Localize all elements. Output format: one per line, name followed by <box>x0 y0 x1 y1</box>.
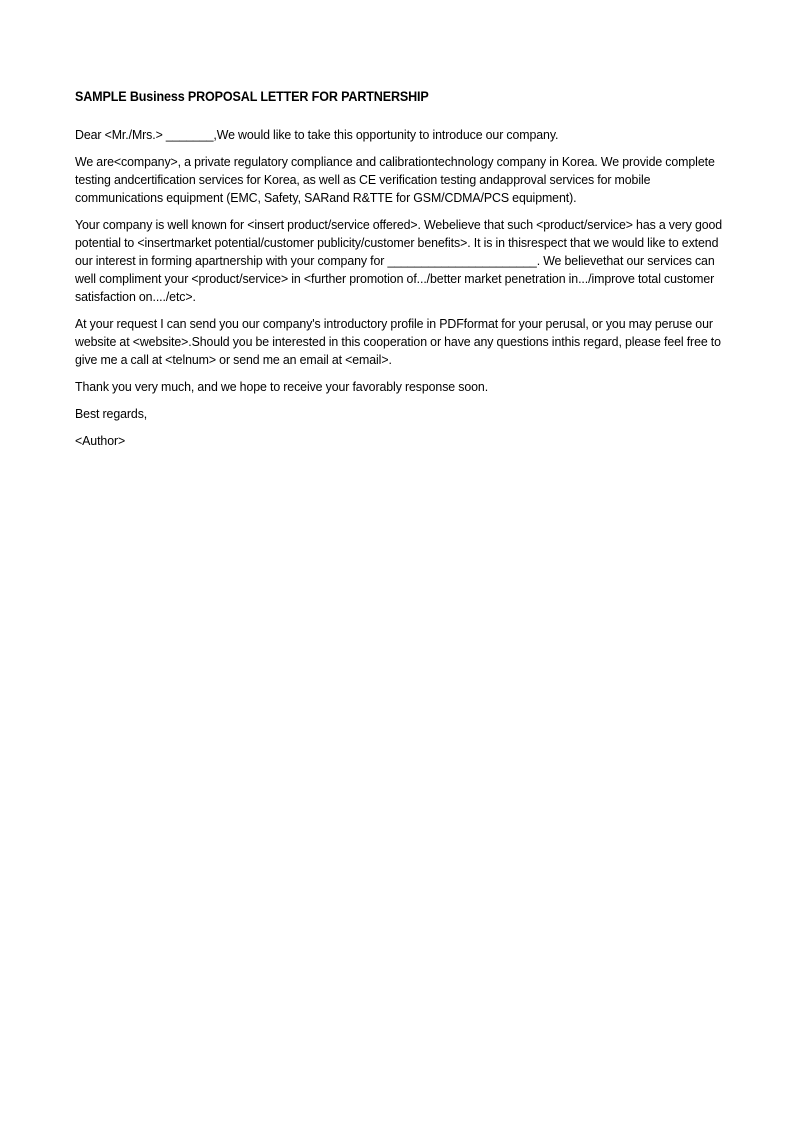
paragraph-salutation: Dear <Mr./Mrs.> _______,We would like to take this opportunity to introduce our company. <box>75 127 559 142</box>
paragraph-partnership-offer: Your company is well known for <insert product/service offered>. Webelieve that such <product/service> has a very good potential to <insertmarket potential/customer publicity/customer benefits>. It is in thisrespect that we would like to extend our interest in forming apartnership with your company for ______________________. We believethat our services can well compliment your <product/service> in <further promotion of.../better market penetration in.../improve total customer satisfaction on..../etc>. <box>75 217 723 304</box>
paragraph-thanks: Thank you very much, and we hope to receive your favorably response soon. <box>75 379 489 394</box>
document-body <box>75 88 723 450</box>
page-title: SAMPLE Business PROPOSAL LETTER FOR PARTNERSHIP <box>75 89 429 104</box>
paragraph-signature: <Author> <box>75 433 126 448</box>
paragraph-contact-info: At your request I can send you our company's introductory profile in PDFformat for your perusal, or you may peruse our website at <website>.Should you be interested in this cooperation or have any questions inthis regard, please feel free to give me a call at <telnum> or send me an email at <email>. <box>75 316 721 367</box>
paragraph-closing: Best regards, <box>75 406 148 421</box>
paragraph-company-intro: We are<company>, a private regulatory compliance and calibrationtechnology company in Korea. We provide complete testing andcertification services for Korea, as well as CE verification testing andapproval services for mobile communications equipment (EMC, Safety, SARand R&TTE for GSM/CDMA/PCS equipment). <box>75 154 715 205</box>
